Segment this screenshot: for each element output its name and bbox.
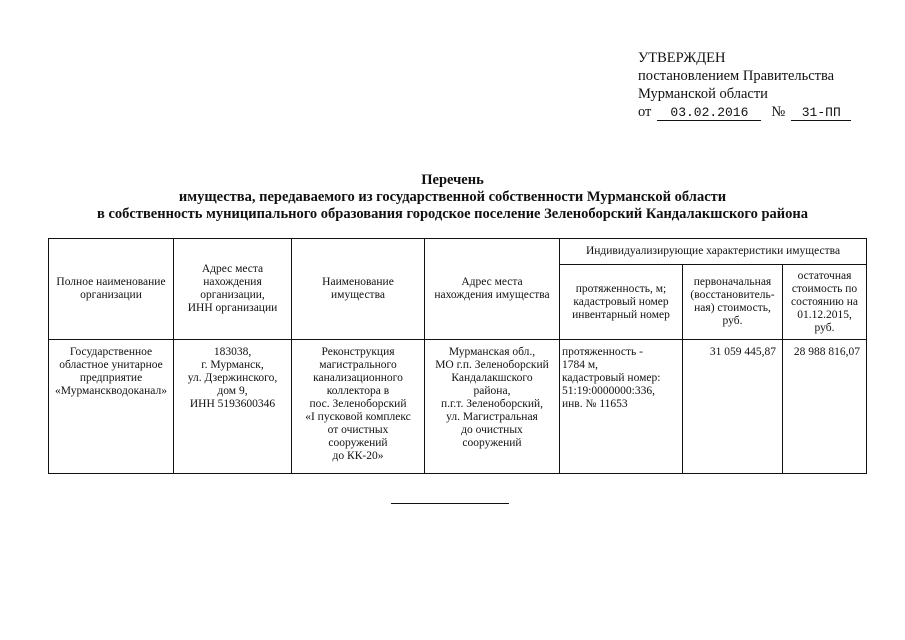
document-title (40, 172, 865, 223)
header-group: Индивидуализирующие характеристики имущества (560, 239, 867, 265)
header-row-1 (49, 239, 867, 265)
cell-initial-cost: 31 059 445,87 (683, 340, 783, 474)
approval-line-1: постановлением Правительства (638, 68, 835, 84)
header-residual-cost: остаточная стоимость по состоянию на 01.12.2015, руб. (783, 265, 867, 340)
approval-date-line (638, 103, 851, 121)
title-line-1: Перечень (421, 172, 484, 188)
number-prefix: № (771, 104, 786, 120)
header-length: протяженность, м; кадастровый номер инвентарный номер (560, 265, 683, 340)
end-divider (391, 503, 509, 504)
cell-residual-cost: 28 988 816,07 (783, 340, 867, 474)
header-initial-cost: первоначальная (восстановитель- ная) стоимость, руб. (683, 265, 783, 340)
property-table (48, 238, 867, 474)
table-row (49, 340, 867, 474)
approval-block (638, 49, 851, 121)
cell-length: протяженность - 1784 м, кадастровый номер: 51:19:0000000:336, инв. № 11653 (560, 340, 683, 474)
date-prefix: от (638, 104, 652, 120)
cell-property-address: Мурманская обл., МО г.п. Зеленоборский Кандалакшского района, п.г.т. Зеленоборский, ул. Магистральная до очистных сооружений (425, 340, 560, 474)
cell-org-address: 183038, г. Мурманск, ул. Дзержинского, дом 9, ИНН 5193600346 (174, 340, 292, 474)
cell-property-name: Реконструкция магистрального канализационного коллектора в пос. Зеленоборский «I пусковой комплекс от очистных сооружений до КК-20» (292, 340, 425, 474)
title-line-2: имущества, передаваемого из государственной собственности Мурманской области (178, 189, 727, 205)
cell-org-name: Государственное областное унитарное предприятие «Мурманскводоканал» (49, 340, 174, 474)
approval-number: 31-ПП (791, 106, 851, 121)
approval-date: 03.02.2016 (657, 106, 761, 121)
title-line-3: в собственность муниципального образования городское поселение Зеленоборский Кандалакшского района (97, 206, 808, 222)
approval-heading: УТВЕРЖДЕН (638, 50, 726, 66)
header-property-address: Адрес места нахождения имущества (425, 239, 560, 340)
header-org-name: Полное наименование организации (49, 239, 174, 340)
header-property-name: Наименование имущества (292, 239, 425, 340)
header-org-address: Адрес места нахождения организации, ИНН организации (174, 239, 292, 340)
approval-line-2: Мурманской области (638, 86, 768, 102)
